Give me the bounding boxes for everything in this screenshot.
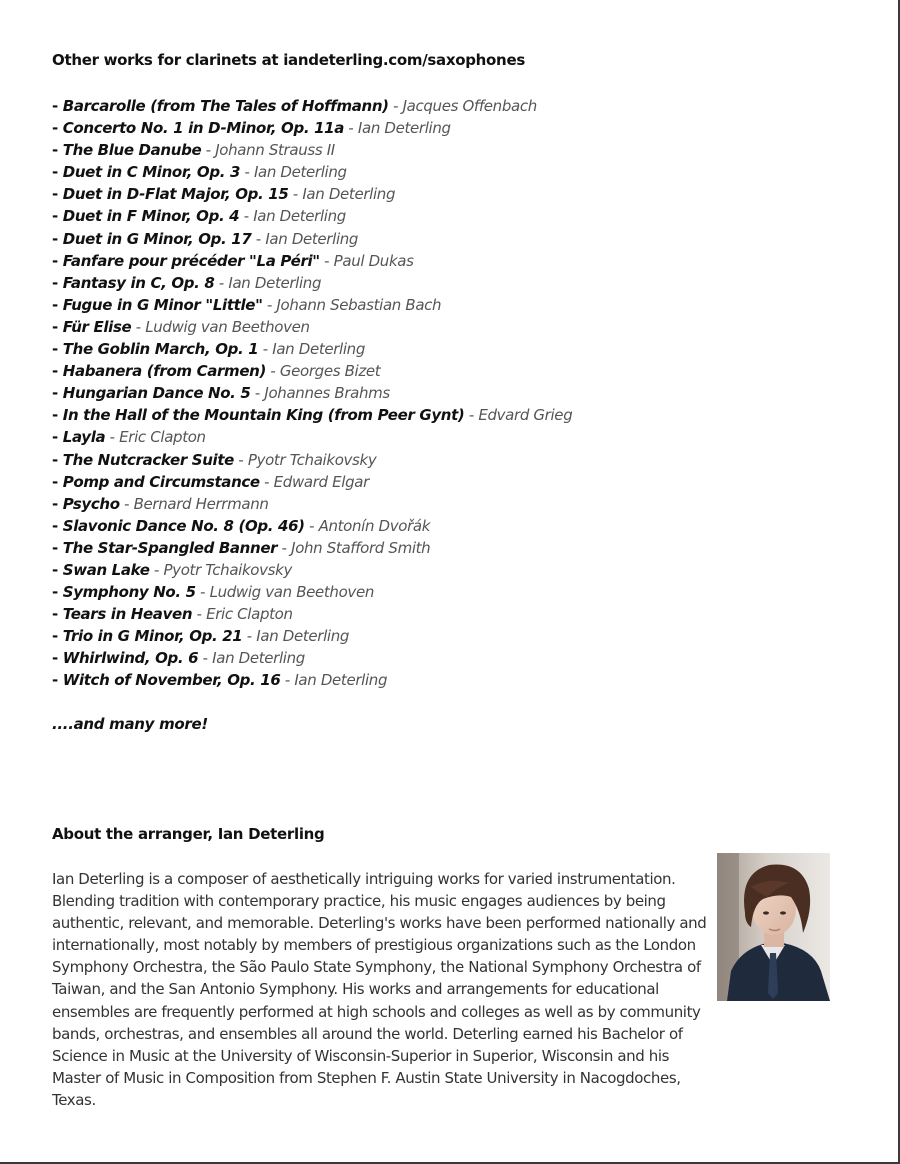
work-item-dash: - — [52, 340, 63, 359]
work-item-composer: Paul Dukas — [333, 251, 414, 270]
work-item-separator: - — [304, 516, 319, 535]
work-item — [52, 272, 572, 294]
work-item-dash: - — [52, 428, 63, 447]
work-item-composer: Ian Deterling — [253, 163, 347, 182]
work-item-separator: - — [251, 229, 266, 248]
work-item-dash: - — [52, 671, 63, 690]
work-item — [52, 669, 572, 691]
about-heading: About the arranger, Ian Deterling — [52, 825, 325, 843]
work-item — [52, 603, 572, 625]
work-item — [52, 183, 572, 205]
work-item-composer: Eric Clapton — [206, 605, 293, 624]
work-item-dash: - — [52, 627, 63, 646]
work-item-dash: - — [52, 494, 63, 513]
work-item-title: The Star-Spangled Banner — [62, 538, 278, 557]
work-item — [52, 95, 572, 117]
work-item-composer: Bernard Herrmann — [133, 494, 269, 513]
work-item — [52, 382, 572, 404]
work-item-dash: - — [52, 516, 63, 535]
work-item-separator: - — [265, 362, 280, 381]
work-item-dash: - — [52, 362, 63, 381]
work-item-title: The Goblin March, Op. 1 — [62, 340, 259, 359]
work-item-composer: Ian Deterling — [272, 340, 366, 359]
work-item-separator: - — [149, 560, 164, 579]
work-item-composer: John Stafford Smith — [291, 538, 431, 557]
work-item — [52, 205, 572, 227]
work-item-dash: - — [52, 384, 63, 403]
work-item-dash: - — [52, 229, 63, 248]
work-item — [52, 360, 572, 382]
work-item-separator: - — [242, 627, 257, 646]
work-item-title: Duet in G Minor, Op. 17 — [62, 229, 252, 248]
work-item-title: Fanfare pour précéder "La Péri" — [62, 251, 320, 270]
work-item-composer: Johann Strauss II — [215, 141, 335, 160]
work-item — [52, 161, 572, 183]
work-item-separator: - — [319, 251, 334, 270]
work-item-separator: - — [388, 97, 403, 115]
work-item — [52, 559, 572, 581]
work-item-dash: - — [52, 119, 63, 138]
work-item-title: The Nutcracker Suite — [62, 450, 234, 469]
work-item-dash: - — [52, 141, 63, 160]
work-item-dash: - — [52, 97, 63, 115]
work-item-composer: Eric Clapton — [119, 428, 206, 447]
work-item-title: Psycho — [62, 494, 120, 513]
work-item — [52, 537, 572, 559]
work-item-composer: Georges Bizet — [279, 362, 381, 381]
work-item — [52, 338, 572, 360]
work-item-title: Whirlwind, Op. 6 — [62, 649, 199, 668]
work-item-composer: Edvard Grieg — [478, 406, 573, 425]
work-item-separator: - — [280, 671, 295, 690]
work-item-separator: - — [258, 340, 273, 359]
work-item-separator: - — [259, 472, 274, 491]
work-item — [52, 139, 572, 161]
work-item-title: Concerto No. 1 in D-Minor, Op. 11a — [62, 119, 345, 138]
work-item-separator: - — [214, 273, 229, 292]
work-item-dash: - — [52, 560, 63, 579]
work-item-separator: - — [195, 583, 210, 602]
works-heading: Other works for clarinets at iandeterling.com/saxophones — [52, 51, 525, 69]
work-item-title: Fantasy in C, Op. 8 — [62, 273, 215, 292]
work-item-composer: Edward Elgar — [273, 472, 369, 491]
work-item-title: Trio in G Minor, Op. 21 — [62, 627, 243, 646]
work-item-title: The Blue Danube — [62, 141, 202, 160]
work-item-title: Swan Lake — [62, 560, 150, 579]
work-item-title: Duet in F Minor, Op. 4 — [62, 207, 240, 226]
work-item-composer: Ian Deterling — [265, 229, 359, 248]
arranger-bio: Ian Deterling is a composer of aesthetically intriguing works for varied instrumentation. Blending tradition with contemporary practice, his music engages audiences by being authentic, relevant, and memorable. Deterling's works have been performed nationally and internationally, most notably by members of prestigious organizations such as the London Symphony Orchestra, the São Paulo State Symphony, the National Symphony Orchestra of Taiwan, and the San Antonio Symphony. His works and arrangements for educational ensembles are frequently performed at high schools and colleges as well as by community bands, orchestras, and ensembles all around the world. Deterling earned his Bachelor of Science in Music at the University of Wisconsin-Superior in Superior, Wisconsin and his Master of Music in Composition from Stephen F. Austin State University in Nacogdoches, Texas. — [52, 870, 707, 1109]
work-item-dash: - — [52, 649, 63, 668]
work-item-composer: Ian Deterling — [253, 207, 346, 226]
work-item-separator: - — [198, 649, 213, 668]
work-item-dash: - — [52, 185, 63, 204]
work-item-separator: - — [288, 185, 303, 204]
work-item-composer: Antonín Dvořák — [318, 516, 431, 535]
work-item — [52, 625, 572, 647]
work-item — [52, 449, 572, 471]
work-item-composer: Johannes Brahms — [264, 384, 390, 403]
work-item — [52, 471, 572, 493]
work-item-title: Habanera (from Carmen) — [62, 362, 266, 381]
work-item — [52, 493, 572, 515]
work-item-composer: Jacques Offenbach — [402, 97, 537, 115]
work-item-title: Barcarolle (from The Tales of Hoffmann) — [62, 97, 389, 115]
work-item-title: Fugue in G Minor "Little" — [62, 295, 263, 314]
work-item — [52, 647, 572, 669]
more-works-note: ....and many more! — [52, 715, 208, 733]
work-item-dash: - — [52, 273, 63, 292]
work-item-composer: Ian Deterling — [294, 671, 388, 690]
work-item — [52, 117, 572, 139]
work-item — [52, 404, 572, 426]
work-item-dash: - — [52, 207, 63, 226]
work-item-separator: - — [240, 163, 254, 182]
work-item-separator: - — [239, 207, 254, 226]
work-item-separator: - — [201, 141, 216, 160]
work-item — [52, 426, 572, 448]
works-list — [52, 95, 572, 692]
work-item-dash: - — [52, 450, 63, 469]
work-item-dash: - — [52, 406, 63, 425]
work-item-title: Witch of November, Op. 16 — [62, 671, 281, 690]
work-item-title: Hungarian Dance No. 5 — [62, 384, 251, 403]
work-item — [52, 250, 572, 272]
portrait-illustration — [717, 853, 830, 1001]
work-item-separator: - — [233, 450, 248, 469]
work-item-composer: Johann Sebastian Bach — [276, 295, 442, 314]
work-item-separator: - — [119, 494, 134, 513]
work-item — [52, 316, 572, 338]
work-item-composer: Ludwig van Beethoven — [145, 317, 310, 336]
work-item-composer: Ian Deterling — [212, 649, 305, 668]
work-item — [52, 581, 572, 603]
work-item-separator: - — [192, 605, 207, 624]
work-item-separator: - — [277, 538, 292, 557]
work-item-composer: Ian Deterling — [357, 119, 451, 138]
work-item-title: Layla — [62, 428, 106, 447]
work-item-dash: - — [52, 538, 63, 557]
work-item-dash: - — [52, 605, 63, 624]
work-item-separator: - — [344, 119, 358, 138]
work-item-separator: - — [105, 428, 120, 447]
work-item-composer: Ian Deterling — [228, 273, 322, 292]
work-item-composer: Pyotr Tchaikovsky — [163, 560, 292, 579]
work-item-separator: - — [131, 317, 146, 336]
work-item-dash: - — [52, 472, 63, 491]
work-item — [52, 515, 572, 537]
work-item-title: In the Hall of the Mountain King (from Peer Gynt) — [62, 406, 465, 425]
work-item-title: Slavonic Dance No. 8 (Op. 46) — [62, 516, 305, 535]
work-item-dash: - — [52, 317, 63, 336]
work-item-dash: - — [52, 295, 63, 314]
work-item — [52, 228, 572, 250]
work-item-dash: - — [52, 163, 63, 182]
work-item-dash: - — [52, 251, 63, 270]
work-item-separator: - — [250, 384, 265, 403]
work-item-composer: Ian Deterling — [256, 627, 350, 646]
work-item-composer: Ian Deterling — [302, 185, 396, 204]
work-item-separator: - — [464, 406, 479, 425]
arranger-portrait — [717, 853, 830, 1001]
work-item-title: Duet in C Minor, Op. 3 — [62, 163, 241, 182]
work-item-title: Pomp and Circumstance — [62, 472, 260, 491]
work-item-title: Für Elise — [62, 317, 132, 336]
work-item-title: Tears in Heaven — [62, 605, 193, 624]
work-item-title: Duet in D-Flat Major, Op. 15 — [62, 185, 289, 204]
work-item — [52, 294, 572, 316]
work-item-composer: Ludwig van Beethoven — [209, 583, 374, 602]
work-item-dash: - — [52, 583, 63, 602]
work-item-separator: - — [262, 295, 277, 314]
work-item-composer: Pyotr Tchaikovsky — [247, 450, 377, 469]
work-item-title: Symphony No. 5 — [62, 583, 196, 602]
